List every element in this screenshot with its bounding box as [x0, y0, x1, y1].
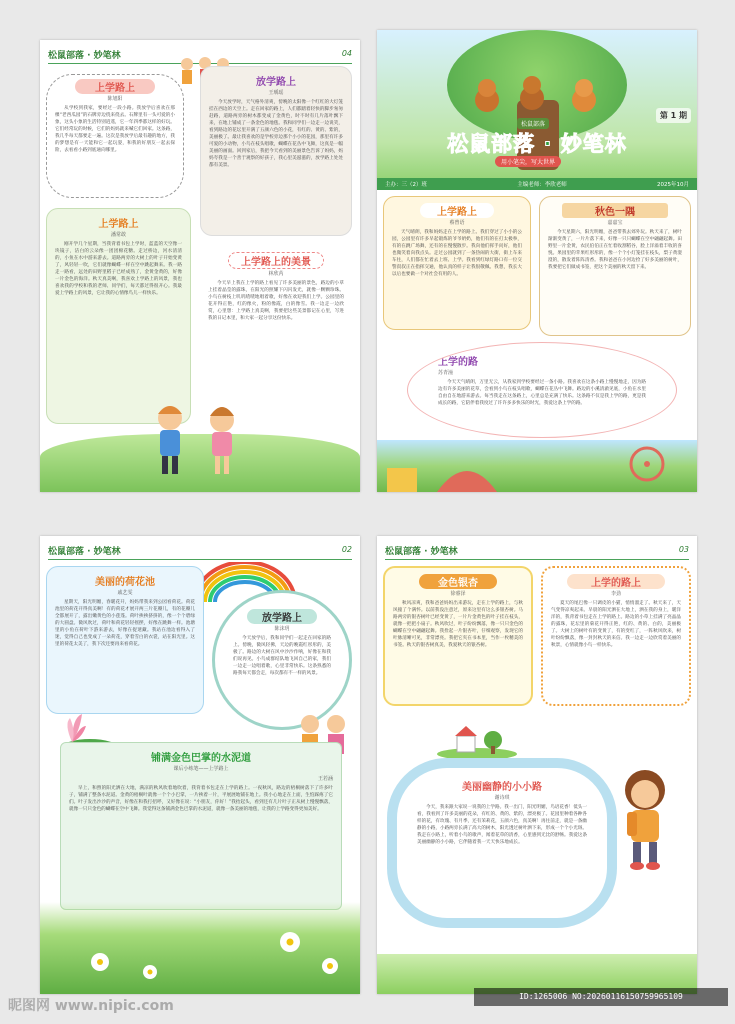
page-03 [377, 536, 697, 994]
article-author: 嘉嘉宝 [607, 220, 623, 226]
article-title: 上学路上 [98, 219, 139, 230]
article-2 [539, 196, 691, 336]
article-body: 今天放学时，天气格外清爽，傍晚的太阳像一个红红的大灯笼挂在西边的天空上。走在回家的路上，人们都踏着轻快的脚步匆匆赶路，道路两旁的树木都变成了金黄色，时不时有几片落叶飘下来，在地上铺成了一条金色的地毯。我和同学们一边走一边说笑，看到路边的花坛里开满了五颜六色的小花，有红的、黄的、紫的，美丽极了。最让我喜欢的是学校旁边那个小小的花园，那里有许多可爱的小动物，小鸟在枝头唱歌，蝴蝶在花丛中飞舞，这真是一幅美丽的画面。回到家后，我把今天看到的美丽景色告诉了妈妈，妈妈夸我是一个善于观察的好孩子，我心里美滋滋的，放学路上处处都有美景。 [209, 100, 343, 168]
slogan: 用小笔尖，写大世界 [495, 156, 561, 167]
article-body: 今天，我来跟大家说一说我的上学路。我一出门，阳光明媚，鸟语花香！低头一看，我看到了许多美丽的花朵，有红的、黄的、紫的，漂亮极了。花园里种着各种各样的花，有玫瑰、有月季，还有茉莉花，五颜六色，真美啊！再往前走，就是一条幽静的小路，小路两旁长满了高大的树木，阳光透过树叶洒下来，形成一个个小光斑。我走在小路上，听着小鸟的歌声，闻着花草的清香，心里感到无比的舒畅。我爱这条美丽幽静的小小路，它伴随着我一天天快乐地成长。 [417, 805, 587, 845]
watermark-right: ID:1265006 NO:20260116150759965109 [474, 988, 728, 1006]
publish-date: 2025年10月 [656, 182, 689, 188]
article-body: 今天放学后，我和同学们一起走在回家的路上。傍晚，微风轻拂，天边的晚霞红彤彤的，美极了。路边的大树在风中沙沙作响，好像在和我们说再见。小鸟成群结队地飞回自己的家，我们一边走一边唱着歌，心里非常快乐。这条熟悉的路我每天都会走，每次都有不一样的风景。 [233, 636, 331, 676]
article-title: 放学路上 [256, 77, 296, 88]
article-body: 夏天的尾巴像一只调皮的小猫，悄悄溜走了。秋天来了，天气变得凉爽起来。早晨的阳光洒在大地上，洒在我的身上，暖洋洋的，我背着书包走在上学的路上。路边的小草上挂满了亮晶晶的露珠，花坛里的菊花开得正艳，红的、黄的、白的，美丽极了。大树上的树叶有的变黄了，有的变红了，一阵秋风吹来，树叶纷纷飘落，像一封封秋天的来信。我一边走一边欣赏着美丽的秋景，心情就像小鸟一样快乐。 [551, 601, 681, 648]
page-number: 02 [341, 545, 352, 554]
article-title: 美丽幽静的小小路 [462, 782, 542, 793]
article-body: 今天星期六，阳光明媚，爸爸带我去郊外玩。秋天来了，树叶渐渐变黄了，一片片落下来，好像一只只蝴蝶在空中翩翩起舞。田野里一片金黄，农民伯伯正在忙着收割稻谷，脸上洋溢着丰收的喜悦。果园里的苹果红彤彤的，像一个个小灯笼挂在枝头，梨子黄澄澄的，散发着阵阵清香。我和爸爸在小河边捡了好多美丽的树叶，我要把它们做成书签，把这个美丽的秋天留下来。 [548, 230, 682, 270]
article-title: 美丽的荷花池 [95, 577, 155, 588]
article-author: 戚艺雯 [117, 590, 133, 596]
brand-label: 松鼠部落 · 妙笔林 [385, 547, 458, 557]
article-author: 林欣芮 [268, 271, 284, 277]
info-bar [377, 178, 697, 190]
article-1 [383, 566, 533, 706]
article-body: 刚开学几个星期，当我背着书包上学时，蓝蓝的天空像一块镜子，洁白的云朵像一团团棉花糖。走过桥边，河水清清的，小鱼在水中游来游去。道路两旁的大树上的叶子开始变黄了，风轻轻一吹，它们就像蝴蝶一样在空中跳起舞来。我一路走一路看，远处的田野里稻子已经成熟了，金黄金黄的，好像一片金色的海洋。秋天真美啊，我喜欢上学路上的风景，我也喜欢我的学校和我的老师、同学们，每天都过得很开心。我最爱上学路上的风景，它让我的心情像鸟儿一样快乐。 [55, 242, 182, 296]
article-body: 早上，和煦的阳光洒在大地，满凉的秋风吹着地吹着，我背着书包走在上学的路上。一夜秋风，路边的梧桐树落下了许多叶子，铺满了整条水泥道。金黄的梧桐叶就像一个个小巴掌，一片挨着一片，平展展地铺在地上。我小心地走在上面，生怕踩疼了它们。叶子发出沙沙的声音，好像在和我打招呼，又好像在说：“小朋友，你好！”我抬起头，看到还有几片叶子正从树上慢慢飘落，就像一只只金色的蝴蝶在空中飞舞。我觉得这条铺满金色巴掌的水泥道，就像一条美丽的地毯，让我的上学路变得更加美好。 [69, 786, 333, 812]
article-subtitle: 课后小练笔——上学路上 [173, 766, 229, 772]
article-body: 从学校到我家，要经过一段小路。我放学后喜欢在那棵“老西瓜园”的石牌旁边绕来绕去。石牌里有一头可爱的小象，这头小象的生活特别逍遥，它一年四季都这样的好玩。它们经常玩的时候，它们的妈妈就来喊它们回家。这条路，我几乎每天都要走一遍。这次是我放学后最有趣的地方，我的梦想是有一天能和它一起玩耍，和我的好朋友一起去探险，去看看小路到底通向哪里。 [55, 106, 175, 153]
page-02 [40, 536, 360, 994]
article-title: 上学的路上 [567, 574, 665, 589]
article-title: 上学路上 [75, 79, 155, 94]
article-author: 蔡曾语 [449, 220, 465, 226]
article-1 [46, 74, 184, 198]
article-body: 秋风凉爽，我和爸爸妈妈出来游玩，走在上学的路上，与秋风撞了个满怀。以前我没注意过，原来这里有这么多银杏树。马路两旁的银杏树叶已经变黄了，一片片金黄色的叶子挂在枝头，就像一把把小扇子。秋风吹过，叶子纷纷飘落，像一只只金色的蝴蝶在空中翩翩起舞。我捡起一片银杏叶，仔细观察，发现它的叶脉清晰可见，非常漂亮。我把它夹在书本里，当作一枚精美的书签。秋天的银杏树真美，我爱秋天的银杏树。 [393, 601, 523, 648]
article-body: 今天天气晴朗，万里无云，从我家到学校要经过一条小路。我喜欢在这条小路上慢慢地走，因为路边有许多美丽的花草，会看到小鸟在枝头唱歌，蝴蝶在花丛中飞舞。路边的小溪清澈见底，小鱼在水里自由自在地游来游去。每当我走在这条路上，心里总是充满了快乐。这条路不仅是我上学的路，更是我成长的路，它陪伴着我度过了许许多多快乐的时光，我爱这条上学的路。 [438, 380, 646, 406]
brand-small: 松鼠部落 [517, 118, 549, 129]
article-body: 天气晴朗，我和妈妈走在上学的路上。我们穿过了小小的公园，公园里有许多早起锻炼的爷爷奶奶，他们有的在打太极拳，有的在跳广场舞，还有的在慢慢散步。我向他们挥手问好，他们也微笑着向我点头。走过公园就到了一条热闹的大街，街上车来车往，人们都在忙着去上班、上学。我看到红绿灯路口有一位交警叔叔正在指挥交通，他认真的样子让我很敬佩。我想，我长大以后也要做一个对社会有用的人。 [392, 230, 522, 277]
article-body: 星期天，阳光明媚，春暖花开，妈妈带我来到公园看荷花。荷花池里的荷花开得真美啊！有的荷花才展开两三片花瓣儿，有的花瓣儿全都展开了，露出嫩黄色的小莲蓬。荷叶挨挨挤挤的，像一个个碧绿的大圆盘。微风吹过，荷叶和荷花轻轻摇摆，好像在跳舞一样。池塘里的小鱼在荷叶下游来游去，好像在捉迷藏。我站在池边看得入了迷，觉得自己也变成了一朵荷花，穿着雪白的衣裳，站在阳光里。这里的荷花太美了，我下次还要再来看荷花。 [55, 600, 195, 647]
article-1 [383, 196, 531, 330]
article-author: 苏青潼 [438, 370, 454, 376]
town-illustration [437, 724, 517, 758]
squirrel-illustration [472, 70, 602, 120]
page-header [48, 542, 352, 560]
article-author: 王瑀瑶 [268, 90, 284, 96]
brand-label: 松鼠部落 · 妙笔林 [48, 51, 121, 61]
page-04 [40, 40, 360, 492]
page-01-cover [377, 30, 697, 492]
article-2 [46, 208, 191, 424]
article-title: 上学路上的美景 [228, 252, 324, 269]
article-author: 李劲 [610, 591, 621, 597]
article-author: 谢诗琪 [494, 795, 510, 801]
article-author: 徐睿泽 [450, 591, 466, 597]
page-number: 04 [341, 49, 352, 58]
article-title: 秋色一隅 [562, 203, 668, 218]
article-author: 陈沫玥 [274, 626, 290, 632]
article-4 [200, 246, 352, 426]
watermark-left: 昵图网 www.nipic.com [8, 998, 174, 1014]
masthead [377, 30, 697, 190]
editor: 主编老师：李欣老师 [517, 182, 567, 188]
article-3 [60, 742, 342, 910]
article-1 [46, 566, 204, 714]
grass-flowers-decoration [40, 902, 360, 994]
article-3 [200, 66, 352, 236]
article-author: 王若涵 [317, 776, 333, 782]
article-3 [407, 342, 677, 438]
article-title: 放学路上 [247, 609, 317, 624]
article-author: 陈旭阳 [107, 96, 123, 102]
children-walking-illustration [140, 400, 250, 480]
page-header [385, 542, 689, 560]
masthead-title: 松鼠部落 · 妙笔林 [447, 132, 627, 156]
article-2 [541, 566, 691, 706]
page-number: 03 [678, 545, 689, 554]
issue-number: 第 1 期 [656, 108, 691, 123]
organizer: 主办：三（2）班 [385, 182, 427, 188]
article-2 [212, 590, 352, 730]
article-author: 潘常敢 [110, 232, 126, 238]
article-title: 上学路上 [420, 203, 494, 218]
article-body: 今天早上我在上学的路上看见了许多美丽的景色，路边的小草上挂着晶莹的露珠，在阳光的照耀下闪闪发光，就像一颗颗珍珠。小鸟在树枝上叽叽喳喳地唱着歌，好像在欢迎我们上学。公园里的花开得正艳，红的像火，粉的像霞，白的像雪。我一边走一边欣赏，心里想：上学路上真美啊，我要把这些美景都记在心里，写进我的日记本里，和大家一起分享这份快乐。 [208, 281, 344, 321]
article-title: 金色银杏 [419, 574, 497, 589]
girl-running-illustration [605, 766, 685, 876]
article-title: 上学的路 [438, 357, 478, 368]
article-title: 铺满金色巴掌的水泥道 [151, 753, 251, 764]
article-3 [387, 758, 617, 928]
brand-label: 松鼠部落 · 妙笔林 [48, 547, 121, 557]
playground-illustration [377, 440, 697, 492]
